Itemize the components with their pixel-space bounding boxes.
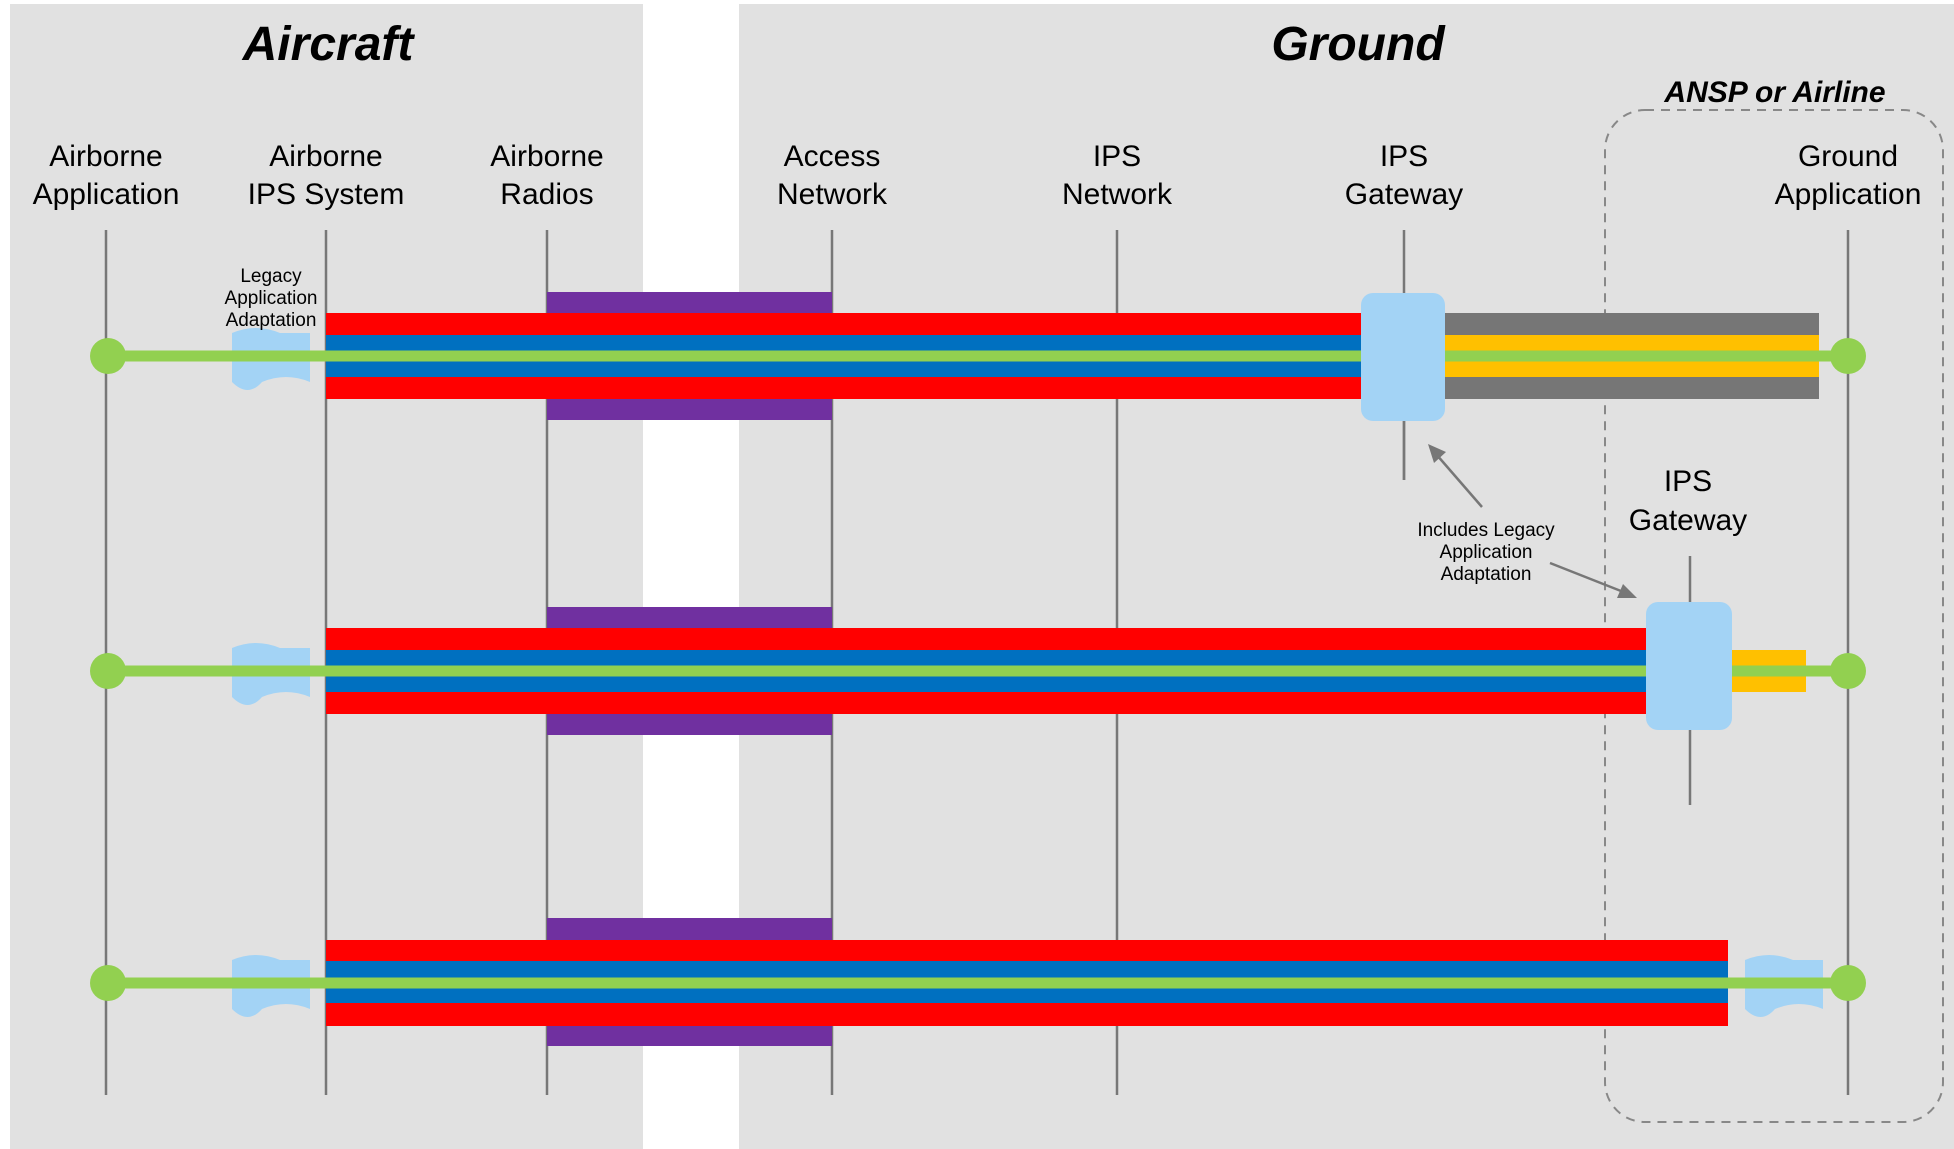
airborne-endpoint-dot (90, 965, 126, 1001)
ips-gateway-box (1646, 602, 1732, 730)
ground-endpoint-dot (1830, 965, 1866, 1001)
svg-text:Gateway: Gateway (1344, 178, 1464, 211)
svg-text:IPS: IPS (1092, 140, 1142, 173)
svg-text:IPS System: IPS System (247, 178, 405, 211)
svg-text:Network: Network (1061, 178, 1173, 211)
svg-text:Application: Application (32, 178, 180, 211)
ground-endpoint-dot (1830, 338, 1866, 374)
svg-text:Adaptation: Adaptation (1440, 564, 1532, 585)
ips-gateway-box (1361, 293, 1445, 421)
svg-text:Legacy: Legacy (240, 266, 302, 287)
svg-text:Airborne: Airborne (269, 140, 383, 173)
svg-text:Network: Network (776, 178, 888, 211)
svg-text:Gateway: Gateway (1628, 504, 1748, 537)
aircraft-title: Aircraft (242, 18, 414, 71)
svg-text:Radios: Radios (500, 178, 594, 211)
svg-text:Includes Legacy: Includes Legacy (1417, 520, 1555, 541)
svg-text:IPS: IPS (1379, 140, 1429, 173)
ground-endpoint-dot (1830, 653, 1866, 689)
airborne-endpoint-dot (90, 653, 126, 689)
ansp-airline-label: ANSP or Airline (1664, 76, 1886, 109)
svg-text:Application: Application (1774, 178, 1922, 211)
svg-text:Airborne: Airborne (49, 140, 163, 173)
airborne-endpoint-dot (90, 338, 126, 374)
svg-text:Application: Application (1439, 542, 1533, 563)
svg-text:Airborne: Airborne (490, 140, 604, 173)
ground-title: Ground (1271, 18, 1445, 71)
svg-text:IPS: IPS (1663, 465, 1713, 498)
svg-text:Application: Application (224, 288, 318, 309)
svg-text:Access: Access (783, 140, 881, 173)
svg-text:Adaptation: Adaptation (225, 310, 317, 331)
svg-text:Ground: Ground (1797, 140, 1899, 173)
